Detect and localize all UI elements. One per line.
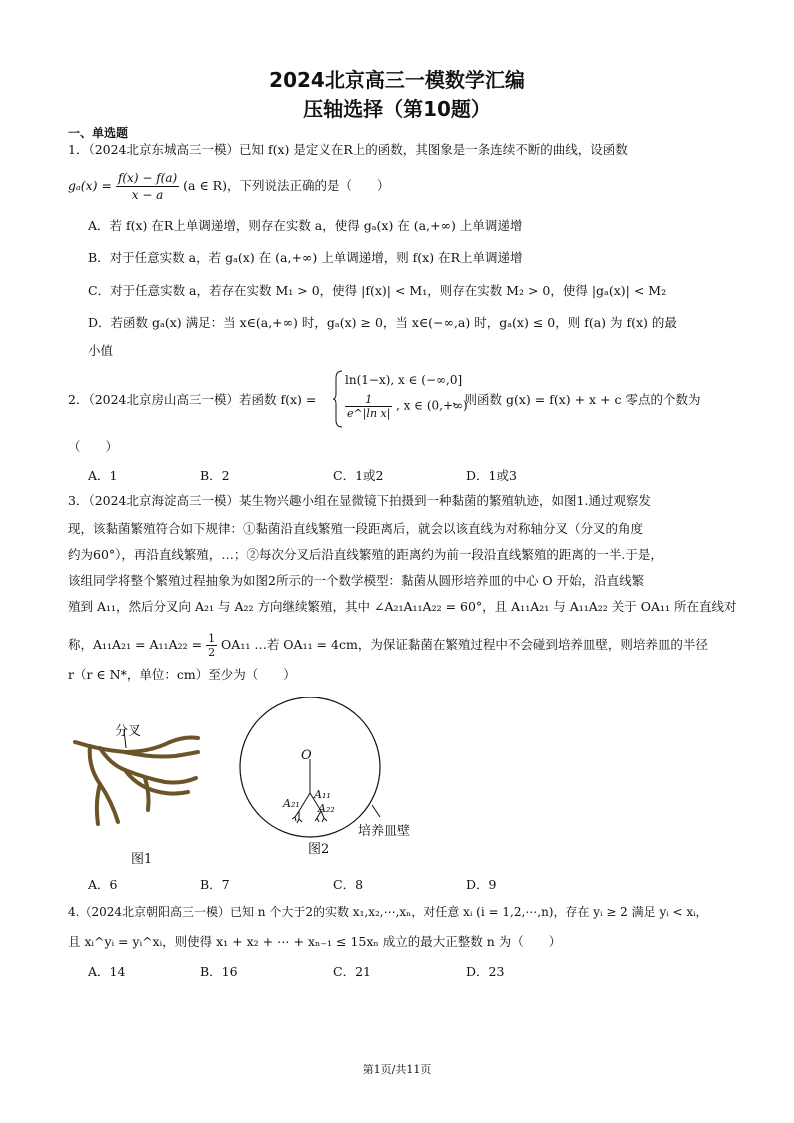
q3-line-3: 约为60°），再沿直线繁殖，…；②每次分叉后沿直线繁殖的距离约为前一段沿直线繁殖的距离的一半.于是，: [68, 547, 663, 562]
section-heading: 一、单选题: [68, 126, 129, 140]
figure-2-caption: 图2: [308, 842, 330, 857]
q3-line-1: 3．（2024北京海淀高三一模）某生物兴趣小组在显微镜下拍摄到一种黏菌的繁殖轨迹，如图1.通过观察发: [68, 493, 651, 508]
q2-option-a: A．1: [88, 468, 118, 483]
q1-option-c: C．对于任意实数 a，若存在实数 M₁ > 0，使得 |f(x)| < M₁，则存在实数 M₂ > 0，使得 |gₐ(x)| < M₂: [88, 283, 667, 298]
figure-2-label-o: O: [301, 748, 312, 763]
q3-half-num: 1: [208, 632, 216, 645]
figure-1-caption: 图1: [131, 852, 153, 867]
q3-option-d: D．9: [466, 877, 497, 892]
figure-2-label-a21: A₂₁: [283, 797, 300, 810]
q3-option-c: C．8: [333, 877, 364, 892]
q1-frac-numerator: f(x) − f(a): [117, 171, 178, 185]
q3-line-6-post: OA₁₁ …若 OA₁₁ = 4cm，为保证黏菌在繁殖过程中不会碰到培养皿壁，则培养皿的半径: [221, 637, 708, 652]
figure-2-label-a11: A₁₁: [314, 788, 331, 801]
q3-line-6: [68, 632, 708, 659]
q3-option-b: B．7: [200, 877, 230, 892]
q4-option-b: B．16: [200, 964, 238, 979]
q4-line-2: 且 xᵢ^yᵢ = yᵢ^xᵢ，则使得 x₁ + x₂ + ⋯ + xₙ₋₁ ≤ 15xₙ 成立的最大正整数 n 为（ ）: [68, 934, 562, 949]
figure-1-label: 分叉: [115, 724, 142, 739]
q2-case2: [345, 393, 468, 420]
q2-option-c: C．1或2: [333, 468, 384, 483]
q1-stem: 1．（2024北京东城高三一模）已知 f(x) 是定义在R上的函数，其图象是一条连续不断的曲线，设函数: [68, 142, 628, 157]
q1-option-d: D．若函数 gₐ(x) 满足：当 x∈(a,+∞) 时，gₐ(x) ≥ 0，当 x∈(−∞,a) 时，gₐ(x) ≤ 0，则 f(a) 为 f(x) 的最: [88, 315, 677, 330]
segment-a11-a21: [299, 793, 310, 811]
page-title: 2024北京高三一模数学汇编: [269, 68, 525, 92]
q2-option-b: B．2: [200, 468, 230, 483]
q1-g-definition: [68, 170, 389, 203]
q1-option-d-cont: 小值: [88, 343, 114, 358]
q3-option-a: A．6: [88, 877, 118, 892]
q3-line-6-pre: 称，A₁₁A₂₁ = A₁₁A₂₂ =: [68, 637, 203, 652]
q4-option-d: D．23: [466, 964, 505, 979]
q3-line-5: 殖到 A₁₁，然后分叉向 A₂₁ 与 A₂₂ 方向继续繁殖，其中 ∠A₂₁A₁₁A₂₂ = 60°，且 A₁₁A₂₁ 与 A₁₁A₂₂ 关于 OA₁₁ 所在直线对: [68, 599, 737, 614]
q3-line-4: 该组同学将整个繁殖过程抽象为如图2所示的一个数学模型：黏菌从圆形培养皿的中心 O 开始，沿直线繁: [68, 573, 645, 588]
q4-option-c: C．21: [333, 964, 371, 979]
q1-option-a: A．若 f(x) 在R上单调递增，则存在实数 a，使得 gₐ(x) 在 (a,+∞) 上单调递增: [88, 218, 523, 233]
q2-paren: （ ）: [68, 439, 119, 454]
q1-fraction: [116, 170, 179, 203]
q3-line-2: 现，该黏菌繁殖符合如下规律：①黏菌沿直线繁殖一段距离后，就会以该直线为对称轴分叉（分叉的角度: [68, 521, 644, 536]
wall-pointer: [372, 805, 380, 817]
q2-case2-den: e^|ln x|: [347, 407, 391, 420]
q3-half-fraction: [206, 632, 217, 659]
q3-line-7: r（r ∈ N*，单位：cm）至少为（ ）: [68, 667, 296, 682]
q2-stem-post: ，则函数 g(x) = f(x) + x + c 零点的个数为: [452, 392, 701, 407]
q2-case2-cond: , x ∈ (0,+∞): [395, 398, 468, 413]
page-footer: 第1页/共11页: [362, 1063, 432, 1076]
q1-option-b: B．对于任意实数 a，若 gₐ(x) 在 (a,+∞) 上单调递增，则 f(x) 在R上单调递增: [88, 250, 523, 265]
q4-line-1: 4.（2024北京朝阳高三一模）已知 n 个大于2的实数 x₁,x₂,⋯,xₙ，对任意 xᵢ (i = 1,2,⋯,n)，存在 yᵢ ≥ 2 满足 yᵢ < xᵢ，: [68, 905, 708, 919]
q1-g-tail: (a ∈ R)，下列说法正确的是（ ）: [183, 178, 390, 193]
figure-2-wall-label: 培养皿壁: [358, 824, 411, 839]
q1-frac-denominator: x − a: [131, 188, 164, 202]
q4-option-a: A．14: [88, 964, 126, 979]
figure-2-label-a22: A₂₂: [318, 802, 335, 815]
page-subtitle: 压轴选择（第10题）: [303, 97, 491, 121]
q2-stem-pre: 2．（2024北京房山高三一模）若函数 f(x) =: [68, 392, 317, 407]
q2-case2-fraction: [345, 393, 392, 420]
q2-case1: ln(1−x), x ∈ (−∞,0]: [345, 373, 463, 387]
q2-brace: [332, 370, 344, 428]
q2-option-d: D．1或3: [466, 468, 517, 483]
q3-half-den: 2: [208, 646, 216, 659]
q2-case2-num: 1: [345, 393, 392, 407]
q1-g-lhs: gₐ(x) =: [68, 178, 112, 193]
